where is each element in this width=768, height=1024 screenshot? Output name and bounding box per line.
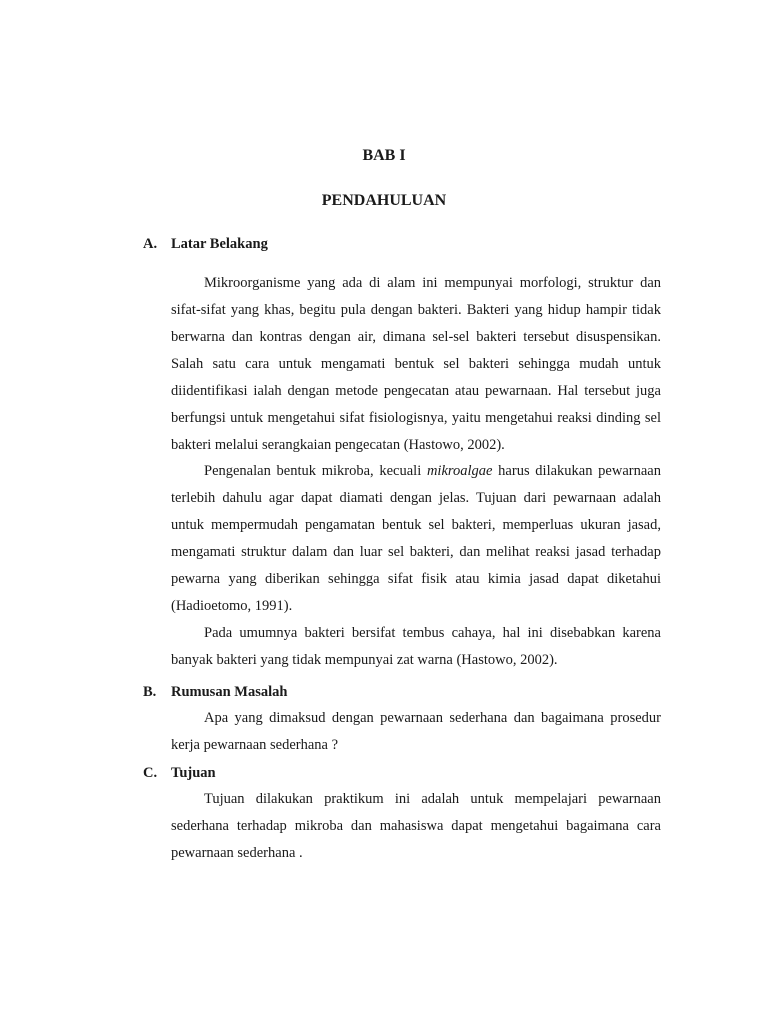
italic-term: mikroalgae (426, 463, 493, 479)
chapter-title: PENDAHULUAN (321, 192, 447, 209)
section-letter: A. (143, 236, 158, 252)
section-title: Tujuan (171, 765, 216, 781)
section-title: Latar Belakang (171, 236, 268, 252)
section-heading-latar-belakang (143, 235, 268, 253)
paragraph-problem: Apa yang dimaksud dengan pewarnaan sederhana dan bagaimana prosedur kerja pewarnaan sederhana ? (171, 710, 661, 753)
paragraph-background-1: Mikroorganisme yang ada di alam ini mempunyai morfologi, struktur dan sifat-sifat yang khas, begitu pula dengan bakteri. Bakteri yang hidup hampir tidak berwarna dan kontras dengan air, dimana sel-sel bakteri tersebut disuspensikan. Salah satu cara untuk mengamati bentuk sel bakteri sehingga mudah untuk diidentifikasi ialah dengan metode pengecatan atau pewarnaan. Hal tersebut juga berfungsi untuk mengetahui sifat fisiologisnya, yaitu mengetahui reaksi dinding sel bakteri melalui serangkaian pengecatan (Hastowo, 2002). (171, 275, 661, 453)
paragraph-text: harus dilakukan pewarnaan terlebih dahulu agar dapat diamati dengan jelas. Tujuan dari pewarnaan adalah untuk mempermudah pengamatan bentuk sel bakteri, memperluas ukuran jasad, mengamati struktur dalam dan luar sel bakteri, dan melihat reaksi jasad terhadap pewarna yang diberikan sehingga sifat fisik atau kimia jasad dapat diketahui (Hadioetomo, 1991). (171, 463, 661, 614)
paragraph-background-3: Pada umumnya bakteri bersifat tembus cahaya, hal ini disebabkan karena banyak bakteri yang tidak mempunyai zat warna (Hastowo, 2002). (171, 625, 661, 668)
paragraph-objective: Tujuan dilakukan praktikum ini adalah untuk mempelajari pewarnaan sederhana terhadap mikroba dan mahasiswa dapat mengetahui bagaimana cara pewarnaan sederhana . (171, 791, 661, 861)
chapter-number: BAB I (362, 147, 406, 164)
section-letter: C. (143, 765, 158, 781)
section-title: Rumusan Masalah (171, 684, 288, 700)
section-heading-tujuan (143, 764, 216, 782)
section-heading-rumusan-masalah (143, 683, 287, 701)
paragraph-text: Pengenalan bentuk mikroba, kecuali (204, 463, 427, 479)
paragraph-background-2 (171, 458, 661, 620)
section-letter: B. (143, 684, 157, 700)
